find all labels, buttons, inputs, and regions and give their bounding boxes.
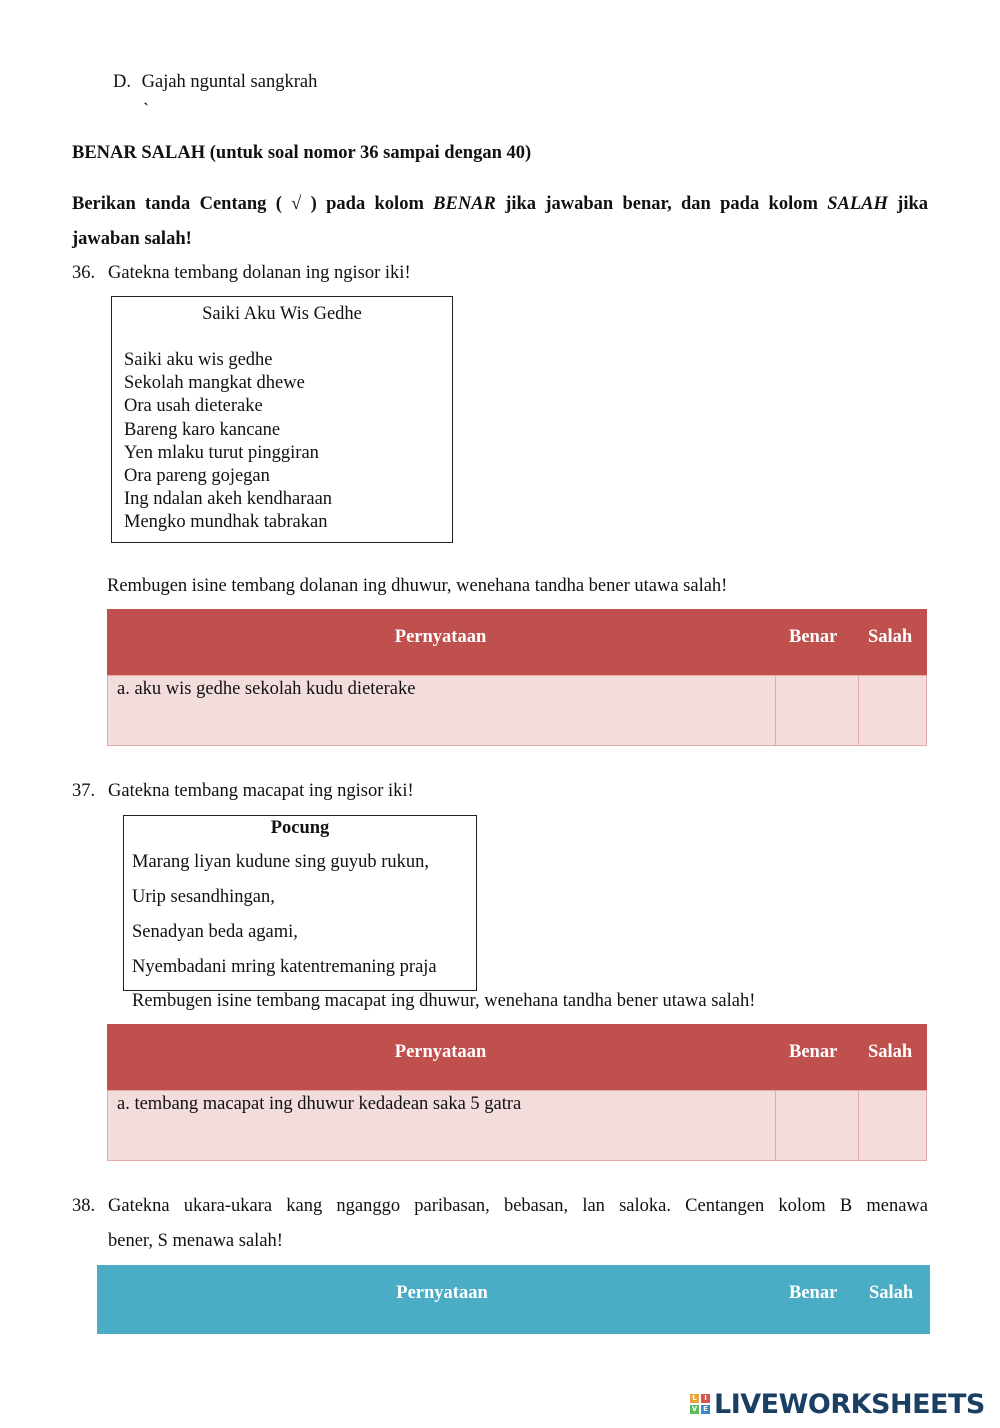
q36-table [107,609,927,746]
instruction-salah: SALAH [827,194,888,214]
logo-mark-letter: L [690,1394,699,1403]
q37-prompt: Gatekna tembang macapat ing ngisor iki! [108,781,414,801]
logo-mark-icon [690,1394,710,1414]
section-instruction [72,194,928,215]
instruction-prefix: Berikan tanda Centang ( √ ) pada kolom [72,194,434,214]
logo-mark-letter: I [701,1394,710,1403]
q36-table-row [107,675,927,746]
q37-poem-box [123,815,477,991]
logo-text: LIVEWORKSHEETS [714,1388,985,1420]
logo-mark-letter: V [691,1405,698,1413]
q36-poem-title: Saiki Aku Wis Gedhe [202,304,362,324]
q36-poem-line: Bareng karo kancane [124,420,281,440]
q37-statement: a. tembang macapat ing dhuwur kedadean saka 5 gatra [117,1094,522,1114]
logo-mark-letter: E [701,1405,710,1414]
option-d-text: Gajah nguntal sangkrah [141,72,318,92]
q36-poem-line: Ora usah dieterake [124,396,263,416]
instruction-benar: BENAR [433,194,496,214]
instruction-suffix: jika [887,194,929,214]
q36-poem-line: Ing ndalan akeh kendharaan [124,489,333,509]
q37-col-true: Benar [789,1042,838,1062]
q36-col-statement: Pernyataan [394,627,487,647]
q37-poem-line: Senadyan beda agami, [132,922,298,942]
instruction-mid: jika jawaban benar, dan pada kolom [495,194,828,214]
liveworksheets-logo[interactable] [690,1388,985,1420]
option-d [113,72,317,93]
q36-poem-line: Sekolah mangkat dhewe [124,373,305,393]
option-d-letter: D. [113,72,131,92]
q37-poem-line: Urip sesandhingan, [132,887,275,907]
q37-benar-checkbox[interactable] [776,1091,857,1160]
q37-poem-title: Pocung [270,818,330,838]
q36-poem-line: Saiki aku wis gedhe [124,350,273,370]
q36-poem-line: Yen mlaku turut pinggiran [124,443,319,463]
q38-col-true: Benar [789,1283,838,1303]
q36-prompt: Gatekna tembang dolanan ing ngisor iki! [108,263,411,283]
q37-col-false: Salah [868,1042,913,1062]
q36-poem-line: Mengko mundhak tabrakan [124,512,328,532]
section-instruction-line2: jawaban salah! [72,229,192,249]
stray-backtick: ` [143,101,150,121]
q36-instruction: Rembugen isine tembang dolanan ing dhuwur, wenehana tandha bener utawa salah! [107,576,728,596]
q37-table [107,1024,927,1161]
q38-table [97,1265,930,1334]
q36-salah-checkbox[interactable] [859,676,926,745]
q36-statement: a. aku wis gedhe sekolah kudu dieterake [117,679,416,699]
q36-poem-line: Ora pareng gojegan [124,466,270,486]
q36-benar-checkbox[interactable] [776,676,857,745]
q38-prompt-line2: bener, S menawa salah! [108,1231,283,1251]
q37-table-row [107,1090,927,1161]
q37-poem-line: Marang liyan kudune sing guyub rukun, [132,852,429,872]
q37-poem-line: Nyembadani mring katentremaning praja [132,957,437,977]
section-title: BENAR SALAH (untuk soal nomor 36 sampai dengan 40) [72,143,532,163]
q37-col-statement: Pernyataan [394,1042,487,1062]
q37-table-header [107,1024,927,1090]
q37-number: 37. [72,781,96,801]
q38-number: 38. [72,1196,96,1216]
q36-table-header [107,609,927,675]
q38-prompt-line1: Gatekna ukara-ukara kang nganggo paribasan, bebasan, lan saloka. Centangen kolom B menawa [108,1196,928,1216]
q36-number: 36. [72,263,96,283]
q37-salah-checkbox[interactable] [859,1091,926,1160]
q36-col-true: Benar [789,627,838,647]
q36-col-false: Salah [868,627,913,647]
q38-col-false: Salah [869,1283,914,1303]
q38-col-statement: Pernyataan [396,1283,488,1303]
q36-poem-box [111,296,453,543]
q37-instruction: Rembugen isine tembang macapat ing dhuwur, wenehana tandha bener utawa salah! [132,991,756,1011]
q38-table-header [97,1265,930,1334]
